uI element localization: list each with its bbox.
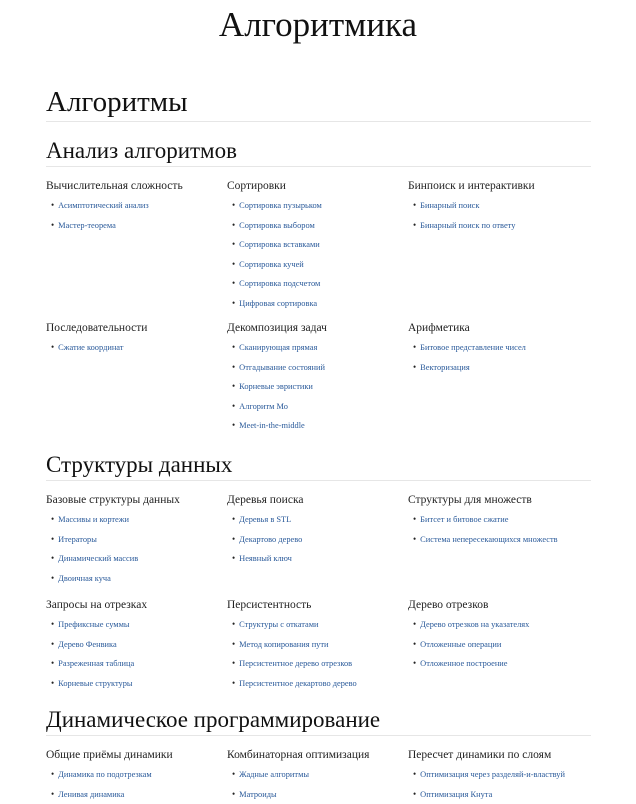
topic-link[interactable]: Деревья в STL: [239, 515, 292, 524]
list-item: [51, 196, 226, 216]
group-title: Последовательности: [46, 322, 148, 334]
topic-group: [46, 321, 226, 358]
list-item: [413, 654, 588, 674]
list-item: [232, 294, 407, 314]
bullet-icon: •: [232, 533, 236, 544]
topic-link[interactable]: Сканирующая прямая: [239, 343, 318, 352]
list-item: [51, 785, 226, 804]
bullet-icon: •: [232, 658, 236, 669]
bullet-icon: •: [232, 677, 236, 688]
topic-link[interactable]: Сжатие координат: [58, 343, 124, 352]
group-title: Базовые структуры данных: [46, 494, 180, 506]
topic-group: [227, 321, 407, 436]
topic-link[interactable]: Корневые структуры: [58, 678, 133, 688]
topic-group: [408, 493, 588, 549]
topic-link[interactable]: Цифровая сортировка: [239, 298, 318, 308]
bullet-icon: •: [51, 677, 55, 688]
group-title: Персистентность: [227, 599, 312, 611]
topic-list: [408, 338, 588, 377]
bullet-icon: •: [51, 658, 55, 669]
bullet-icon: •: [51, 572, 55, 583]
bullet-icon: •: [51, 342, 55, 352]
list-item: [413, 358, 588, 378]
topic-list: [46, 338, 226, 358]
bullet-icon: •: [232, 258, 236, 269]
bullet-icon: •: [413, 342, 417, 352]
topic-list: [227, 765, 407, 804]
list-item: [51, 510, 226, 530]
list-item: [51, 216, 226, 236]
group-title: Комбинаторная оптимизация: [227, 749, 370, 761]
topic-group: [227, 598, 407, 693]
bullet-icon: •: [51, 788, 55, 799]
topic-link[interactable]: Дерево отрезков на указателях: [420, 620, 530, 629]
group-title: Пересчет динамики по слоям: [408, 749, 552, 761]
topic-group: [46, 748, 226, 804]
list-item: [413, 338, 588, 358]
topic-link[interactable]: Сортировка кучей: [239, 259, 304, 269]
list-item: [232, 765, 407, 785]
topic-group: [227, 748, 407, 804]
group-title: Общие приёмы динамики: [46, 749, 173, 761]
topic-group: [46, 179, 226, 235]
topic-link[interactable]: Отгадывание состояний: [239, 362, 325, 372]
list-item: [232, 416, 407, 436]
list-item: [232, 530, 407, 550]
topic-link[interactable]: Неявный ключ: [239, 554, 292, 564]
bullet-icon: •: [232, 553, 236, 564]
bullet-icon: •: [413, 514, 417, 524]
bullet-icon: •: [232, 297, 236, 308]
topic-link[interactable]: Жадные алгоритмы: [239, 770, 309, 779]
bullet-icon: •: [232, 514, 236, 524]
topic-link[interactable]: Разреженная таблица: [58, 659, 135, 669]
group-title: Структуры для множеств: [408, 494, 532, 506]
bullet-icon: •: [51, 533, 55, 544]
topic-list: [408, 196, 588, 235]
group-title: Бинпоиск и интерактивки: [408, 180, 535, 192]
topic-link[interactable]: Бинарный поиск: [420, 201, 480, 210]
list-item: [232, 510, 407, 530]
group-title: Запросы на отрезках: [46, 599, 148, 611]
bullet-icon: •: [51, 769, 55, 779]
topic-link[interactable]: Корневые эвристики: [239, 382, 313, 392]
topic-group: [408, 598, 588, 674]
list-item: [51, 549, 226, 569]
list-item: [232, 338, 407, 358]
topic-link[interactable]: Сортировка выбором: [239, 220, 315, 230]
bullet-icon: •: [51, 219, 55, 230]
topic-link[interactable]: Сортировка подсчетом: [239, 279, 321, 289]
topic-link[interactable]: Префиксные суммы: [58, 620, 130, 629]
topic-link[interactable]: Meet-in-the-middle: [239, 421, 305, 431]
bullet-icon: •: [232, 239, 236, 250]
bullet-icon: •: [413, 533, 417, 544]
list-item: [51, 765, 226, 785]
topic-group: [227, 179, 407, 314]
list-item: [232, 654, 407, 674]
bullet-icon: •: [413, 219, 417, 230]
group-title: Декомпозиция задач: [227, 322, 327, 334]
list-item: [232, 377, 407, 397]
topic-list: [227, 510, 407, 569]
topic-link[interactable]: Персистентное декартово дерево: [239, 678, 357, 688]
list-item: [232, 235, 407, 255]
topic-link[interactable]: Персистентное дерево отрезков: [239, 659, 353, 669]
list-item: [232, 196, 407, 216]
list-item: [413, 530, 588, 550]
topic-group: [408, 748, 588, 804]
topic-link[interactable]: Мастер-теорема: [58, 220, 116, 230]
list-item: [413, 196, 588, 216]
bullet-icon: •: [232, 420, 236, 431]
group-title: Вычислительная сложность: [46, 180, 183, 192]
topic-list: [227, 338, 407, 436]
group-title: Дерево отрезков: [408, 599, 489, 611]
list-item: [51, 569, 226, 589]
topic-list: [408, 510, 588, 549]
bullet-icon: •: [413, 361, 417, 372]
bullet-icon: •: [232, 638, 236, 649]
bullet-icon: •: [413, 788, 417, 799]
bullet-icon: •: [51, 638, 55, 649]
topic-group: [46, 598, 226, 693]
bullet-icon: •: [232, 219, 236, 230]
topic-link[interactable]: Массивы и кортежи: [58, 515, 130, 524]
topic-link[interactable]: Отложенные операции: [420, 639, 502, 649]
bullet-icon: •: [413, 769, 417, 779]
topic-link[interactable]: Дерево Фенвика: [58, 639, 117, 649]
list-item: [232, 674, 407, 694]
topic-list: [46, 765, 226, 804]
topic-list: [46, 615, 226, 693]
topic-link[interactable]: Двоичная куча: [58, 573, 111, 583]
list-item: [232, 358, 407, 378]
topic-link[interactable]: Сортировка пузырьком: [239, 201, 322, 210]
group-title: Деревья поиска: [227, 494, 304, 506]
topic-link[interactable]: Метод копирования пути: [239, 639, 329, 649]
list-item: [51, 635, 226, 655]
bullet-icon: •: [51, 553, 55, 564]
list-item: [51, 615, 226, 635]
topic-link[interactable]: Матроиды: [239, 789, 277, 799]
topic-list: [46, 196, 226, 235]
topic-link[interactable]: Оптимизация Кнута: [420, 789, 493, 799]
topic-group: [408, 321, 588, 377]
bullet-icon: •: [232, 769, 236, 779]
bullet-icon: •: [232, 381, 236, 392]
group-title: Сортировки: [227, 180, 286, 192]
bullet-icon: •: [413, 658, 417, 669]
list-item: [413, 510, 588, 530]
list-item: [232, 615, 407, 635]
topic-link[interactable]: Алгоритм Мо: [239, 401, 288, 411]
list-item: [51, 530, 226, 550]
topic-link[interactable]: Оптимизация через разделяй-и-властвуй: [420, 770, 565, 779]
topic-list: [408, 765, 588, 804]
topic-link[interactable]: Отложенное построение: [420, 659, 508, 669]
topic-group: [227, 493, 407, 569]
bullet-icon: •: [413, 638, 417, 649]
list-item: [413, 765, 588, 785]
topic-link[interactable]: Векторизация: [420, 362, 470, 372]
bullet-icon: •: [232, 342, 236, 352]
list-item: [413, 615, 588, 635]
list-item: [413, 785, 588, 804]
list-item: [232, 635, 407, 655]
list-item: [232, 397, 407, 417]
list-item: [413, 635, 588, 655]
topic-group: [46, 493, 226, 588]
bullet-icon: •: [413, 619, 417, 629]
topic-list: [408, 615, 588, 674]
bullet-icon: •: [232, 278, 236, 289]
list-item: [51, 338, 226, 358]
bullet-icon: •: [232, 788, 236, 799]
section-title: Анализ алгоритмов: [46, 137, 591, 167]
topic-link[interactable]: Бинарный поиск по ответу: [420, 220, 516, 230]
list-item: [232, 785, 407, 804]
bullet-icon: •: [232, 200, 236, 210]
topic-link[interactable]: Ленивая динамика: [58, 789, 125, 799]
section-title: Динамическое программирование: [46, 706, 591, 736]
bullet-icon: •: [51, 514, 55, 524]
topic-link[interactable]: Динамический массив: [58, 554, 139, 564]
topic-list: [227, 196, 407, 314]
topic-link[interactable]: Итераторы: [58, 534, 97, 544]
bullet-icon: •: [51, 619, 55, 629]
list-item: [232, 549, 407, 569]
list-item: [232, 274, 407, 294]
topic-link[interactable]: Асимптотический анализ: [58, 201, 149, 210]
list-item: [232, 216, 407, 236]
site-title[interactable]: Алгоритмика: [218, 5, 418, 44]
topic-link[interactable]: Сортировка вставками: [239, 240, 320, 250]
bullet-icon: •: [51, 200, 55, 210]
topic-link[interactable]: Битовое представление чисел: [420, 343, 526, 352]
list-item: [51, 674, 226, 694]
list-item: [51, 654, 226, 674]
topic-link[interactable]: Система непересекающихся множеств: [420, 534, 558, 544]
list-item: [413, 216, 588, 236]
topic-link[interactable]: Структуры с откатами: [239, 620, 319, 629]
list-item: [232, 255, 407, 275]
topic-list: [227, 615, 407, 693]
bullet-icon: •: [232, 400, 236, 411]
bullet-icon: •: [413, 200, 417, 210]
group-title: Арифметика: [408, 322, 470, 334]
topic-link[interactable]: Битсет и битовое сжатие: [420, 515, 509, 524]
bullet-icon: •: [232, 361, 236, 372]
section-title: Структуры данных: [46, 451, 591, 481]
topic-link[interactable]: Динамика по подотрезкам: [58, 770, 152, 779]
topic-link[interactable]: Декартово дерево: [239, 534, 303, 544]
topic-group: [408, 179, 588, 235]
page-heading: Алгоритмы: [46, 84, 591, 122]
topic-list: [46, 510, 226, 588]
bullet-icon: •: [232, 619, 236, 629]
